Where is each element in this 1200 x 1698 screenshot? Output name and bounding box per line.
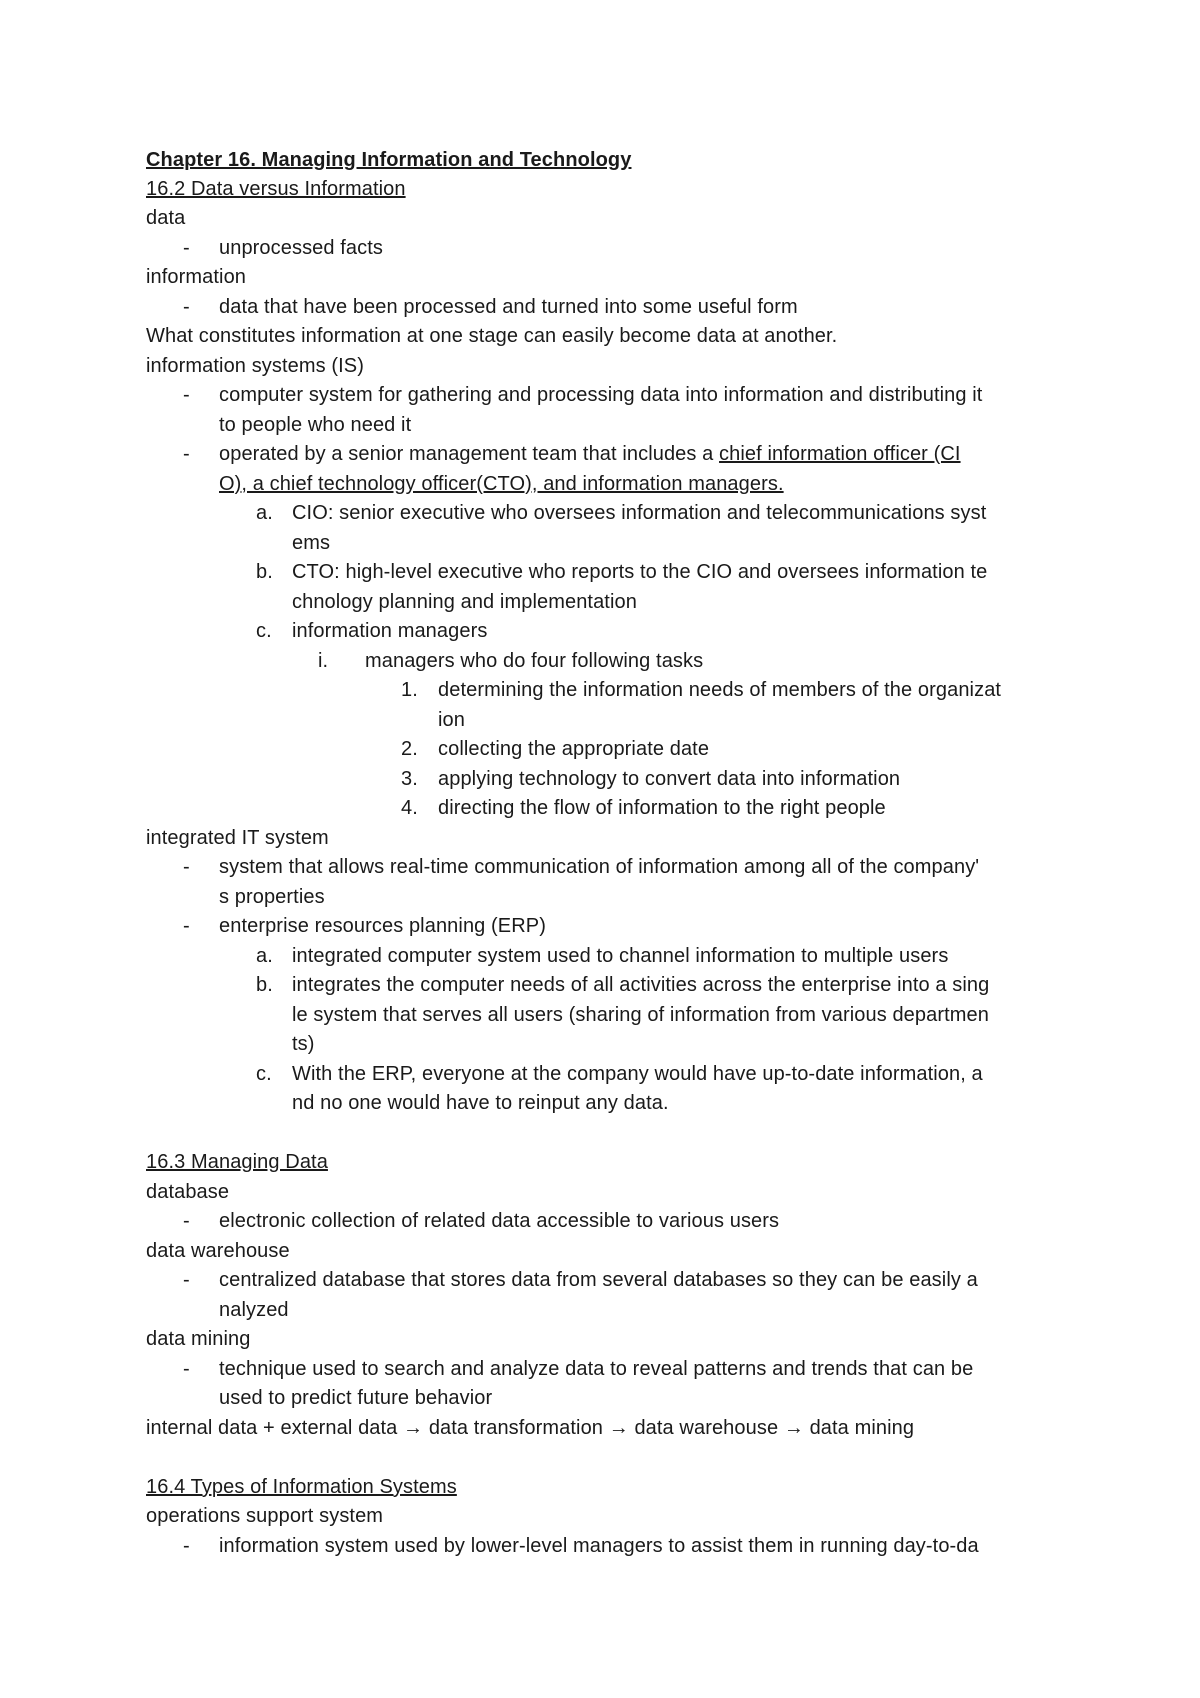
definition-text: data that have been processed and turned into some useful form [219, 296, 798, 318]
statement-text: What constitutes information at one stage can easily become data at another. [146, 325, 838, 347]
bullet-dash: - [183, 237, 190, 259]
list-item-text: integrated computer system used to channel information to multiple users [292, 945, 949, 967]
term-information-systems: information systems (IS) [146, 355, 365, 377]
term-data-warehouse: data warehouse [146, 1240, 290, 1262]
term-information: information [146, 266, 247, 288]
bullet-dash: - [183, 384, 190, 406]
bullet-dash: - [183, 915, 190, 937]
list-item-text: CTO: high-level executive who reports to the CIO and oversees information te [292, 561, 988, 583]
definition-text: centralized database that stores data from several databases so they can be easily a [219, 1269, 978, 1291]
term-operations-support-system: operations support system [146, 1505, 384, 1527]
definition-text: used to predict future behavior [219, 1387, 493, 1409]
definition-text: electronic collection of related data accessible to various users [219, 1210, 780, 1232]
underlined-text: chief information officer (CI [719, 443, 961, 465]
list-item-text: determining the information needs of members of the organizat [438, 679, 1002, 701]
list-marker: a. [256, 502, 273, 524]
list-marker: 2. [401, 738, 418, 760]
definition-text: computer system for gathering and processing data into information and distributing it [219, 384, 983, 406]
term-database: database [146, 1181, 230, 1203]
term-data: data [146, 207, 186, 229]
list-marker: a. [256, 945, 273, 967]
section-heading-16-2: 16.2 Data versus Information [146, 178, 406, 200]
list-item-text: nd no one would have to reinput any data. [292, 1092, 669, 1114]
list-marker: i. [318, 650, 329, 672]
list-marker: c. [256, 620, 272, 642]
list-item-text: integrates the computer needs of all activities across the enterprise into a sing [292, 974, 990, 996]
section-heading-16-4: 16.4 Types of Information Systems [146, 1476, 457, 1498]
bullet-dash: - [183, 296, 190, 318]
definition-text: technique used to search and analyze data to reveal patterns and trends that can be [219, 1358, 974, 1380]
list-item-text: directing the flow of information to the right people [438, 797, 886, 819]
page-title: Chapter 16. Managing Information and Technology [146, 149, 632, 171]
list-item-text: chnology planning and implementation [292, 591, 637, 613]
bullet-dash: - [183, 1210, 190, 1232]
list-item-text: CIO: senior executive who oversees information and telecommunications syst [292, 502, 987, 524]
list-marker: 4. [401, 797, 418, 819]
bullet-dash: - [183, 1358, 190, 1380]
definition-text: to people who need it [219, 414, 412, 436]
section-heading-16-3: 16.3 Managing Data [146, 1151, 328, 1173]
list-item-text: information managers [292, 620, 488, 642]
term-data-mining: data mining [146, 1328, 251, 1350]
bullet-dash: - [183, 443, 190, 465]
plain-text: operated by a senior management team that includes a [219, 443, 720, 465]
list-item-text: applying technology to convert data into information [438, 768, 901, 790]
list-item-text: ion [438, 709, 465, 731]
term-integrated-it-system: integrated IT system [146, 827, 329, 849]
list-item-text: collecting the appropriate date [438, 738, 710, 760]
list-marker: 1. [401, 679, 418, 701]
list-item-text: With the ERP, everyone at the company would have up-to-date information, a [292, 1063, 983, 1085]
list-item-text: ts) [292, 1033, 315, 1055]
definition-text: unprocessed facts [219, 237, 384, 259]
list-marker: b. [256, 561, 273, 583]
list-item-text: managers who do four following tasks [365, 650, 704, 672]
definition-text: enterprise resources planning (ERP) [219, 915, 546, 937]
bullet-dash: - [183, 856, 190, 878]
definition-text: system that allows real-time communication of information among all of the company' [219, 856, 980, 878]
list-item-text: le system that serves all users (sharing of information from various departmen [292, 1004, 989, 1026]
list-marker: b. [256, 974, 273, 996]
definition-text [219, 442, 961, 466]
definition-text: s properties [219, 886, 325, 908]
list-marker: 3. [401, 768, 418, 790]
bullet-dash: - [183, 1535, 190, 1557]
underlined-text: O), a chief technology officer(CTO), and information managers. [219, 473, 784, 495]
list-item-text: ems [292, 532, 331, 554]
definition-text: information system used by lower-level managers to assist them in running day-to-da [219, 1535, 979, 1557]
list-marker: c. [256, 1063, 272, 1085]
data-flow-text: internal data + external data → data transformation → data warehouse → data mining [146, 1417, 915, 1439]
definition-text: nalyzed [219, 1299, 289, 1321]
bullet-dash: - [183, 1269, 190, 1291]
